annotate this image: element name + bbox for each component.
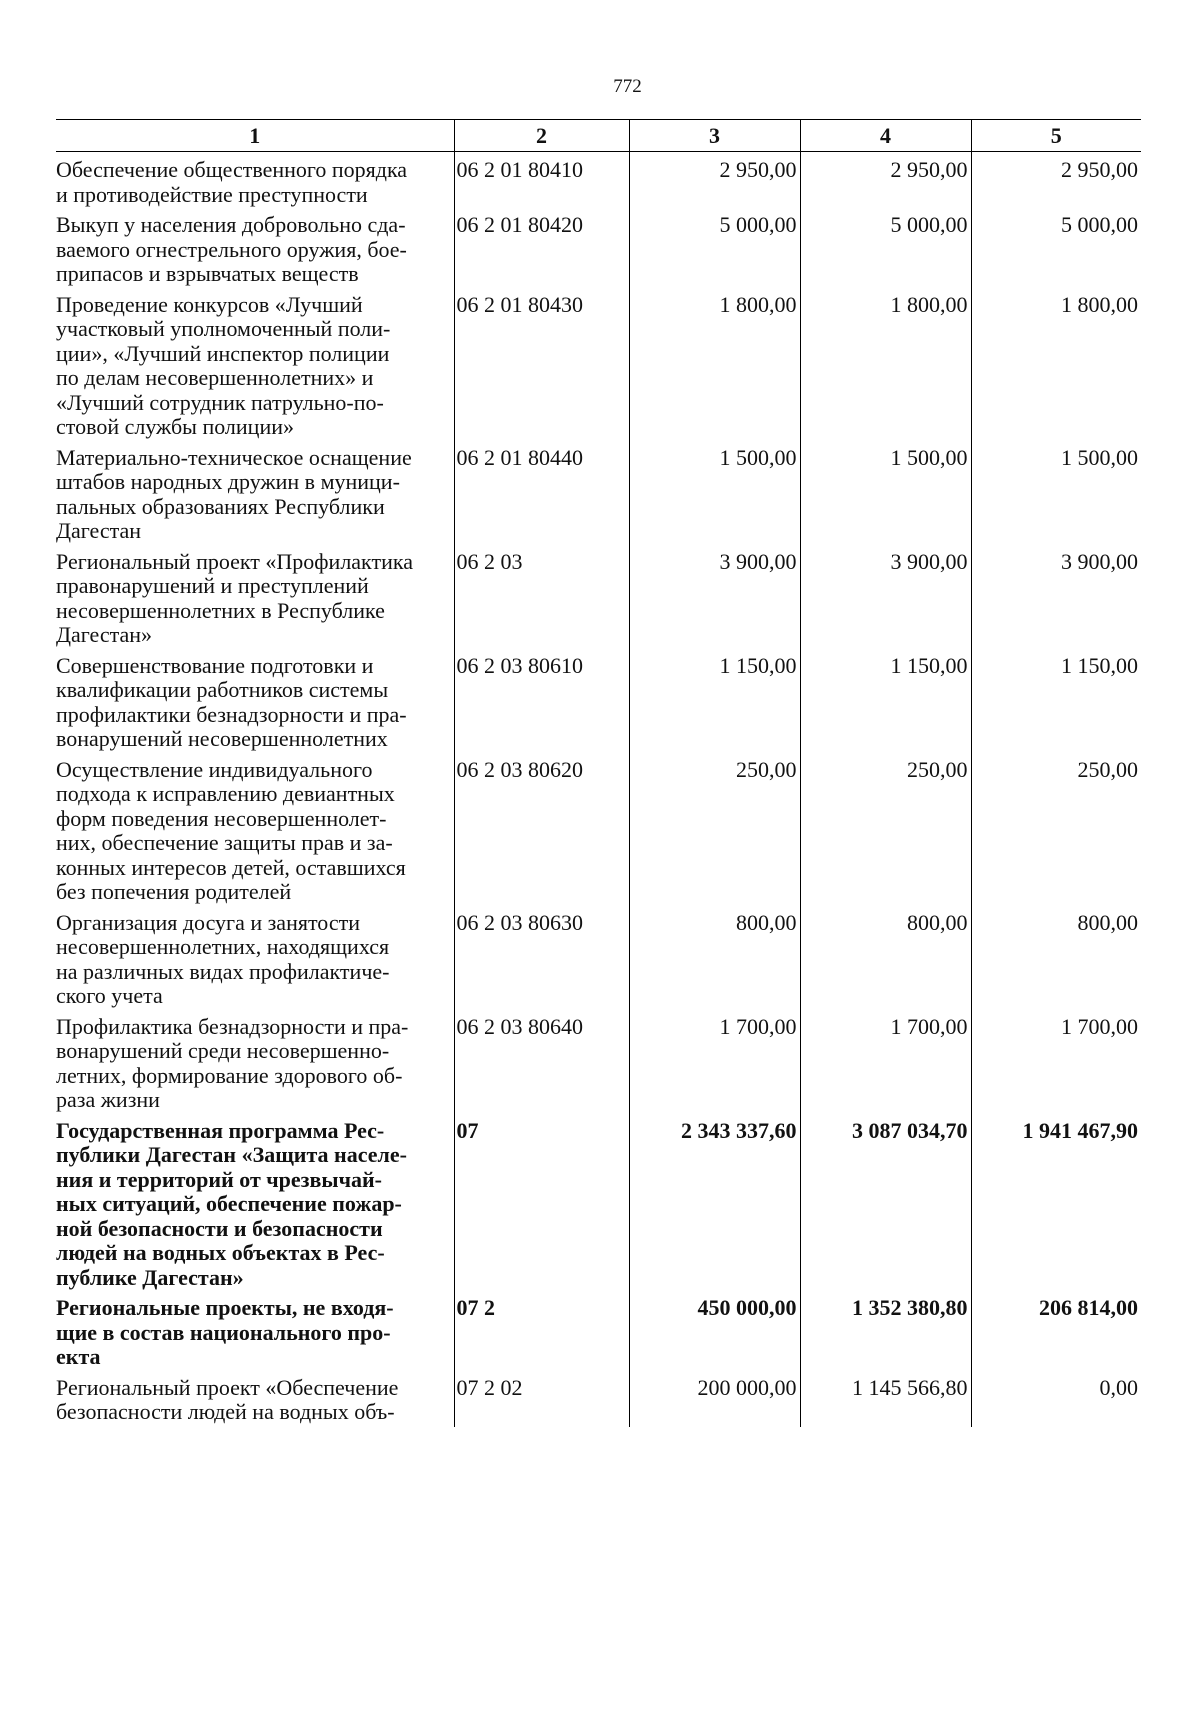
row-code-cell: 06 2 03 xyxy=(454,544,629,648)
table-row xyxy=(56,1113,1141,1291)
table-row xyxy=(56,287,1141,440)
row-name-cell: Совершенствование подготовки и квалификации работников системы профилактики безнадзорности и пра- вонарушений несовершеннолетних xyxy=(56,652,407,751)
row-name-cell: Региональный проект «Обеспечение безопасности людей на водных объ- xyxy=(56,1374,399,1424)
row-value-col4: 1 145 566,80 xyxy=(800,1370,971,1427)
row-name-cell: Материально-техническое оснащение штабов народных дружин в муници- пальных образованиях Республики Дагестан xyxy=(56,444,412,543)
column-header-3: 3 xyxy=(629,120,800,152)
row-value-col5: 5 000,00 xyxy=(971,207,1141,287)
row-value-col4: 1 700,00 xyxy=(800,1009,971,1113)
table-row xyxy=(56,152,1141,208)
table-row xyxy=(56,544,1141,648)
row-value-col4: 5 000,00 xyxy=(800,207,971,287)
row-name-cell: Государственная программа Рес- публики Дагестан «Защита населе- ния и территорий от чрезвычай- ных ситуаций, обеспечение пожар- ной безопасности и безопасности людей на водных объектах в Рес- публике Дагестан» xyxy=(56,1117,407,1290)
row-value-col5: 2 950,00 xyxy=(971,152,1141,208)
row-code-cell: 06 2 01 80430 xyxy=(454,287,629,440)
row-value-col5: 1 500,00 xyxy=(971,440,1141,544)
row-value-col5: 1 800,00 xyxy=(971,287,1141,440)
table-row xyxy=(56,440,1141,544)
row-value-col4: 3 900,00 xyxy=(800,544,971,648)
row-value-col3: 1 500,00 xyxy=(629,440,800,544)
row-value-col5: 1 941 467,90 xyxy=(971,1113,1141,1291)
page-number: 772 xyxy=(613,76,642,97)
row-value-col4: 1 352 380,80 xyxy=(800,1290,971,1370)
row-name-cell: Осуществление индивидуального подхода к исправлению девиантных форм поведения несовершеннолет- них, обеспечение защиты прав и за- конных интересов детей, оставшихся без попечения родителей xyxy=(56,756,406,904)
row-name-cell: Региональные проекты, не входя- щие в состав национального про- екта xyxy=(56,1295,394,1369)
row-code-cell: 06 2 01 80420 xyxy=(454,207,629,287)
table-row xyxy=(56,1290,1141,1370)
row-value-col3: 1 700,00 xyxy=(629,1009,800,1113)
column-header-2: 2 xyxy=(454,120,629,152)
budget-table xyxy=(56,119,1141,1427)
row-value-col4: 800,00 xyxy=(800,905,971,1009)
row-code-cell: 06 2 01 80440 xyxy=(454,440,629,544)
row-value-col5: 206 814,00 xyxy=(971,1290,1141,1370)
table-row xyxy=(56,648,1141,752)
table-row xyxy=(56,905,1141,1009)
column-header-4: 4 xyxy=(800,120,971,152)
table-row xyxy=(56,1009,1141,1113)
column-header-1: 1 xyxy=(56,120,454,152)
row-name-cell: Региональный проект «Профилактика правонарушений и преступлений несовершеннолетних в Республике Дагестан» xyxy=(56,548,413,647)
row-name-cell: Профилактика безнадзорности и пра- вонарушений среди несовершенно- летних, формирование здорового об- раза жизни xyxy=(56,1013,409,1112)
row-code-cell: 07 xyxy=(454,1113,629,1291)
table-body xyxy=(56,152,1141,1427)
header-row xyxy=(56,120,1141,152)
row-value-col5: 250,00 xyxy=(971,752,1141,905)
row-value-col5: 1 150,00 xyxy=(971,648,1141,752)
row-value-col4: 1 150,00 xyxy=(800,648,971,752)
row-code-cell: 06 2 03 80630 xyxy=(454,905,629,1009)
row-name-cell: Проведение конкурсов «Лучший участковый уполномоченный поли- ции», «Лучший инспектор полиции по делам несовершеннолетних» и «Лучший сотрудник патрульно-по- стовой службы полиции» xyxy=(56,291,391,439)
row-value-col3: 450 000,00 xyxy=(629,1290,800,1370)
row-value-col3: 1 150,00 xyxy=(629,648,800,752)
row-value-col4: 3 087 034,70 xyxy=(800,1113,971,1291)
row-value-col5: 800,00 xyxy=(971,905,1141,1009)
row-name-cell: Организация досуга и занятости несовершеннолетних, находящихся на различных видах профилактиче- ского учета xyxy=(56,909,390,1008)
row-code-cell: 06 2 03 80640 xyxy=(454,1009,629,1113)
row-value-col5: 0,00 xyxy=(971,1370,1141,1427)
table-row xyxy=(56,1370,1141,1427)
table-row xyxy=(56,752,1141,905)
row-name-cell: Выкуп у населения добровольно сда- ваемого огнестрельного оружия, бое- припасов и взрывчатых веществ xyxy=(56,212,407,286)
row-code-cell: 07 2 xyxy=(454,1290,629,1370)
row-value-col3: 250,00 xyxy=(629,752,800,905)
row-value-col3: 2 950,00 xyxy=(629,152,800,208)
row-value-col4: 1 500,00 xyxy=(800,440,971,544)
row-code-cell: 06 2 03 80610 xyxy=(454,648,629,752)
row-value-col3: 800,00 xyxy=(629,905,800,1009)
row-value-col4: 250,00 xyxy=(800,752,971,905)
row-value-col3: 3 900,00 xyxy=(629,544,800,648)
row-code-cell: 06 2 01 80410 xyxy=(454,152,629,208)
row-value-col3: 1 800,00 xyxy=(629,287,800,440)
row-name-cell: Обеспечение общественного порядка и противодействие преступности xyxy=(56,157,408,207)
row-value-col4: 2 950,00 xyxy=(800,152,971,208)
row-value-col4: 1 800,00 xyxy=(800,287,971,440)
row-code-cell: 06 2 03 80620 xyxy=(454,752,629,905)
table-row xyxy=(56,207,1141,287)
row-value-col3: 200 000,00 xyxy=(629,1370,800,1427)
row-code-cell: 07 2 02 xyxy=(454,1370,629,1427)
row-value-col3: 2 343 337,60 xyxy=(629,1113,800,1291)
row-value-col5: 1 700,00 xyxy=(971,1009,1141,1113)
row-value-col5: 3 900,00 xyxy=(971,544,1141,648)
row-value-col3: 5 000,00 xyxy=(629,207,800,287)
column-header-5: 5 xyxy=(971,120,1141,152)
